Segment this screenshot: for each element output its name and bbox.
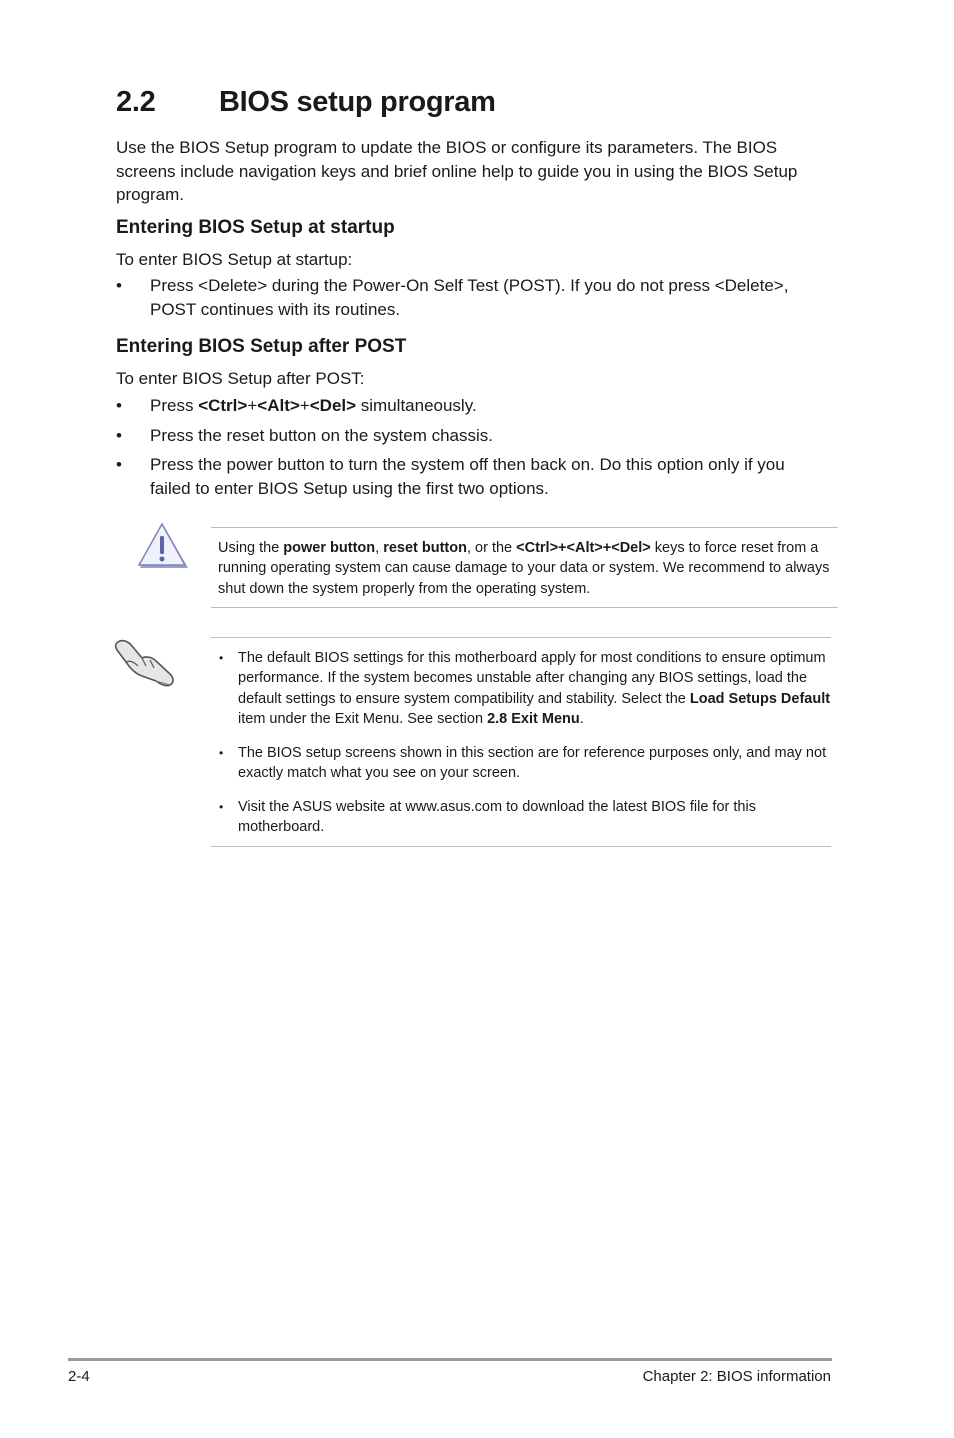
section-title — [116, 86, 496, 119]
note-bullet-3-text: Visit the ASUS website at www.asus.com to download the latest BIOS file for this motherboard. — [238, 799, 756, 836]
section-number: 2.2 — [116, 86, 156, 118]
after-post-bullet-3-text: Press the power button to turn the system off then back on. Do this option only if you failed to enter BIOS Setup using the first two options. — [150, 455, 785, 498]
startup-bullet-text: Press <Delete> during the Power-On Self Test (POST). If you do not press <Delete>, POST continues with its routines. — [150, 276, 789, 319]
after-post-bullet-2-text: Press the reset button on the system chassis. — [150, 426, 493, 445]
bullet-marker: • — [219, 746, 224, 760]
warning-icon — [138, 522, 190, 572]
note-bullet-2-text: The BIOS setup screens shown in this section are for reference purposes only, and may not exactly match what you see on your screen. — [238, 745, 827, 782]
after-post-lead: To enter BIOS Setup after POST: — [116, 369, 365, 388]
note-bottom-rule — [211, 846, 831, 847]
note-top-rule — [211, 637, 831, 638]
after-post-bullet-1-text: Press <Ctrl>+<Alt>+<Del> simultaneously. — [150, 396, 477, 415]
bullet-marker: • — [116, 426, 122, 445]
bullet-marker: • — [219, 651, 224, 665]
startup-heading: Entering BIOS Setup at startup — [116, 217, 395, 238]
bullet-marker: • — [116, 276, 122, 295]
warning-bottom-rule — [211, 607, 838, 608]
intro-paragraph: Use the BIOS Setup program to update the BIOS or configure its parameters. The BIOS screens include navigation keys and brief online help to guide you in using the BIOS Setup program. — [116, 138, 798, 204]
bullet-marker: • — [219, 800, 224, 814]
startup-lead: To enter BIOS Setup at startup: — [116, 250, 353, 269]
page-number: 2-4 — [68, 1368, 90, 1385]
warning-top-rule — [211, 527, 838, 528]
section-title-text: BIOS setup program — [219, 86, 496, 118]
pointing-hand-icon — [112, 636, 178, 688]
bullet-marker: • — [116, 396, 122, 415]
after-post-heading: Entering BIOS Setup after POST — [116, 336, 407, 357]
note-bullet-1-text: The default BIOS settings for this motherboard apply for most conditions to ensure optimum performance. If the system becomes unstable after changing any BIOS settings, load the default settings to ensure system compatibility and stability. Select the Load Setups Default item under the Exit Menu. See section 2.8 Exit Menu. — [238, 650, 831, 727]
bullet-marker: • — [116, 455, 122, 474]
footer-rule — [68, 1358, 832, 1361]
chapter-label: Chapter 2: BIOS information — [642, 1368, 831, 1385]
warning-text: Using the power button, reset button, or the <Ctrl>+<Alt>+<Del> keys to force reset from a running operating system can cause damage to your data or system. We recommend to always shut down the system properly from the operating system. — [218, 540, 830, 597]
